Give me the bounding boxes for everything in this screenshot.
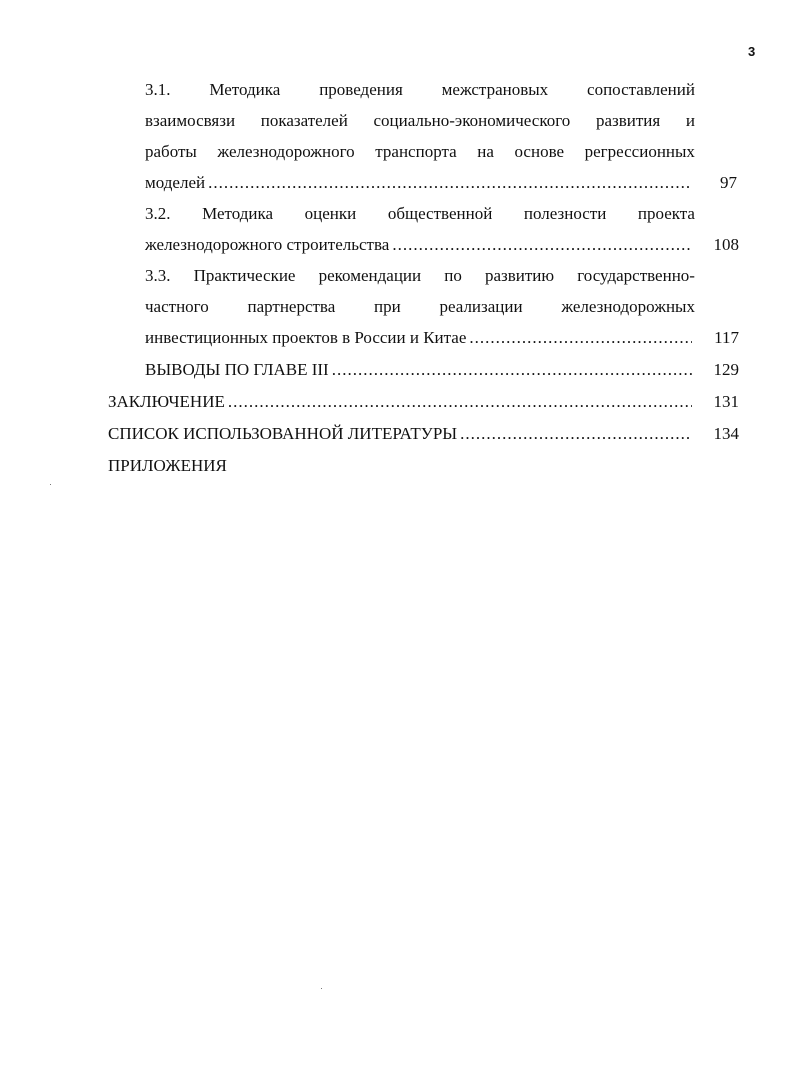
toc-word: на <box>477 142 494 161</box>
scan-speck <box>50 484 51 485</box>
toc-word: проведения <box>319 80 403 99</box>
toc-word: рекомендации <box>318 266 422 285</box>
toc-page-number: 131 <box>713 392 739 411</box>
toc-entry-label: железнодорожного строительства <box>145 235 390 254</box>
dot-leader <box>392 235 692 255</box>
toc-word: сопоставлений <box>587 80 695 99</box>
toc-word: проекта <box>637 204 695 223</box>
toc-entry-3-1-title-end[interactable] <box>145 173 695 193</box>
toc-entry-label: инвестиционных проектов в России и Китае <box>145 328 467 347</box>
toc-word: Практические <box>193 266 296 285</box>
dot-leader <box>208 173 692 193</box>
toc-entry-3-3-line-2 <box>145 297 695 317</box>
toc-page-number: 129 <box>713 360 739 379</box>
toc-word: железнодорожных <box>561 297 695 316</box>
toc-word: работы <box>145 142 197 161</box>
toc-word: оценки <box>304 204 357 223</box>
toc-word: полезности <box>523 204 607 223</box>
toc-word: 3.2. <box>145 204 171 223</box>
toc-word: железнодорожного <box>217 142 355 161</box>
toc-word: государственно- <box>577 266 695 285</box>
toc-word: взаимосвязи <box>145 111 236 130</box>
toc-word: показателей <box>260 111 348 130</box>
toc-page-number: 117 <box>714 328 739 347</box>
toc-word: регрессионных <box>584 142 695 161</box>
toc-entry-label: СПИСОК ИСПОЛЬЗОВАННОЙ ЛИТЕРАТУРЫ <box>108 424 458 443</box>
toc-page-number: 134 <box>713 424 739 443</box>
toc-word: межстрановых <box>441 80 549 99</box>
toc-entry-3-2-title-end[interactable] <box>145 235 695 255</box>
dot-leader <box>469 328 692 348</box>
toc-entry-3-2-line-1 <box>145 204 695 224</box>
toc-word: развития <box>595 111 661 130</box>
toc-word: частного <box>145 297 209 316</box>
dot-leader <box>460 424 692 444</box>
toc-page-number: 97 <box>720 173 737 192</box>
toc-word: основе <box>514 142 565 161</box>
toc-word: транспорта <box>375 142 457 161</box>
toc-entry-label: моделей <box>145 173 206 192</box>
dot-leader <box>332 360 692 380</box>
toc-entry-conclusion[interactable] <box>108 392 695 412</box>
toc-entry-references[interactable] <box>108 424 695 444</box>
toc-entry-appendix[interactable]: ПРИЛОЖЕНИЯ <box>108 456 227 475</box>
toc-word: социально-экономического <box>373 111 571 130</box>
toc-word: Методика <box>202 204 274 223</box>
toc-page-number: 108 <box>713 235 739 254</box>
toc-entry-label: ЗАКЛЮЧЕНИЕ <box>108 392 225 411</box>
toc-entry-3-3-line-1 <box>145 266 695 286</box>
toc-word: по <box>444 266 462 285</box>
toc-word: 3.1. <box>145 80 171 99</box>
toc-entry-3-1-line-3 <box>145 142 695 162</box>
page-number: 3 <box>748 44 756 59</box>
toc-word: 3.3. <box>145 266 171 285</box>
toc-entry-3-1-line-1 <box>145 80 695 100</box>
scan-speck <box>321 988 322 989</box>
toc-entry-conclusions-3[interactable] <box>145 360 695 380</box>
toc-word: при <box>374 297 401 316</box>
toc-word: и <box>685 111 695 130</box>
dot-leader <box>228 392 692 412</box>
toc-entry-3-1-line-2 <box>145 111 695 131</box>
toc-entry-label: ВЫВОДЫ ПО ГЛАВЕ III <box>145 360 329 379</box>
toc-word: реализации <box>439 297 523 316</box>
toc-word: партнерства <box>247 297 336 316</box>
toc-entry-3-3-title-end[interactable] <box>145 328 695 348</box>
toc-word: общественной <box>387 204 493 223</box>
toc-word: Методика <box>209 80 281 99</box>
toc-word: развитию <box>484 266 555 285</box>
